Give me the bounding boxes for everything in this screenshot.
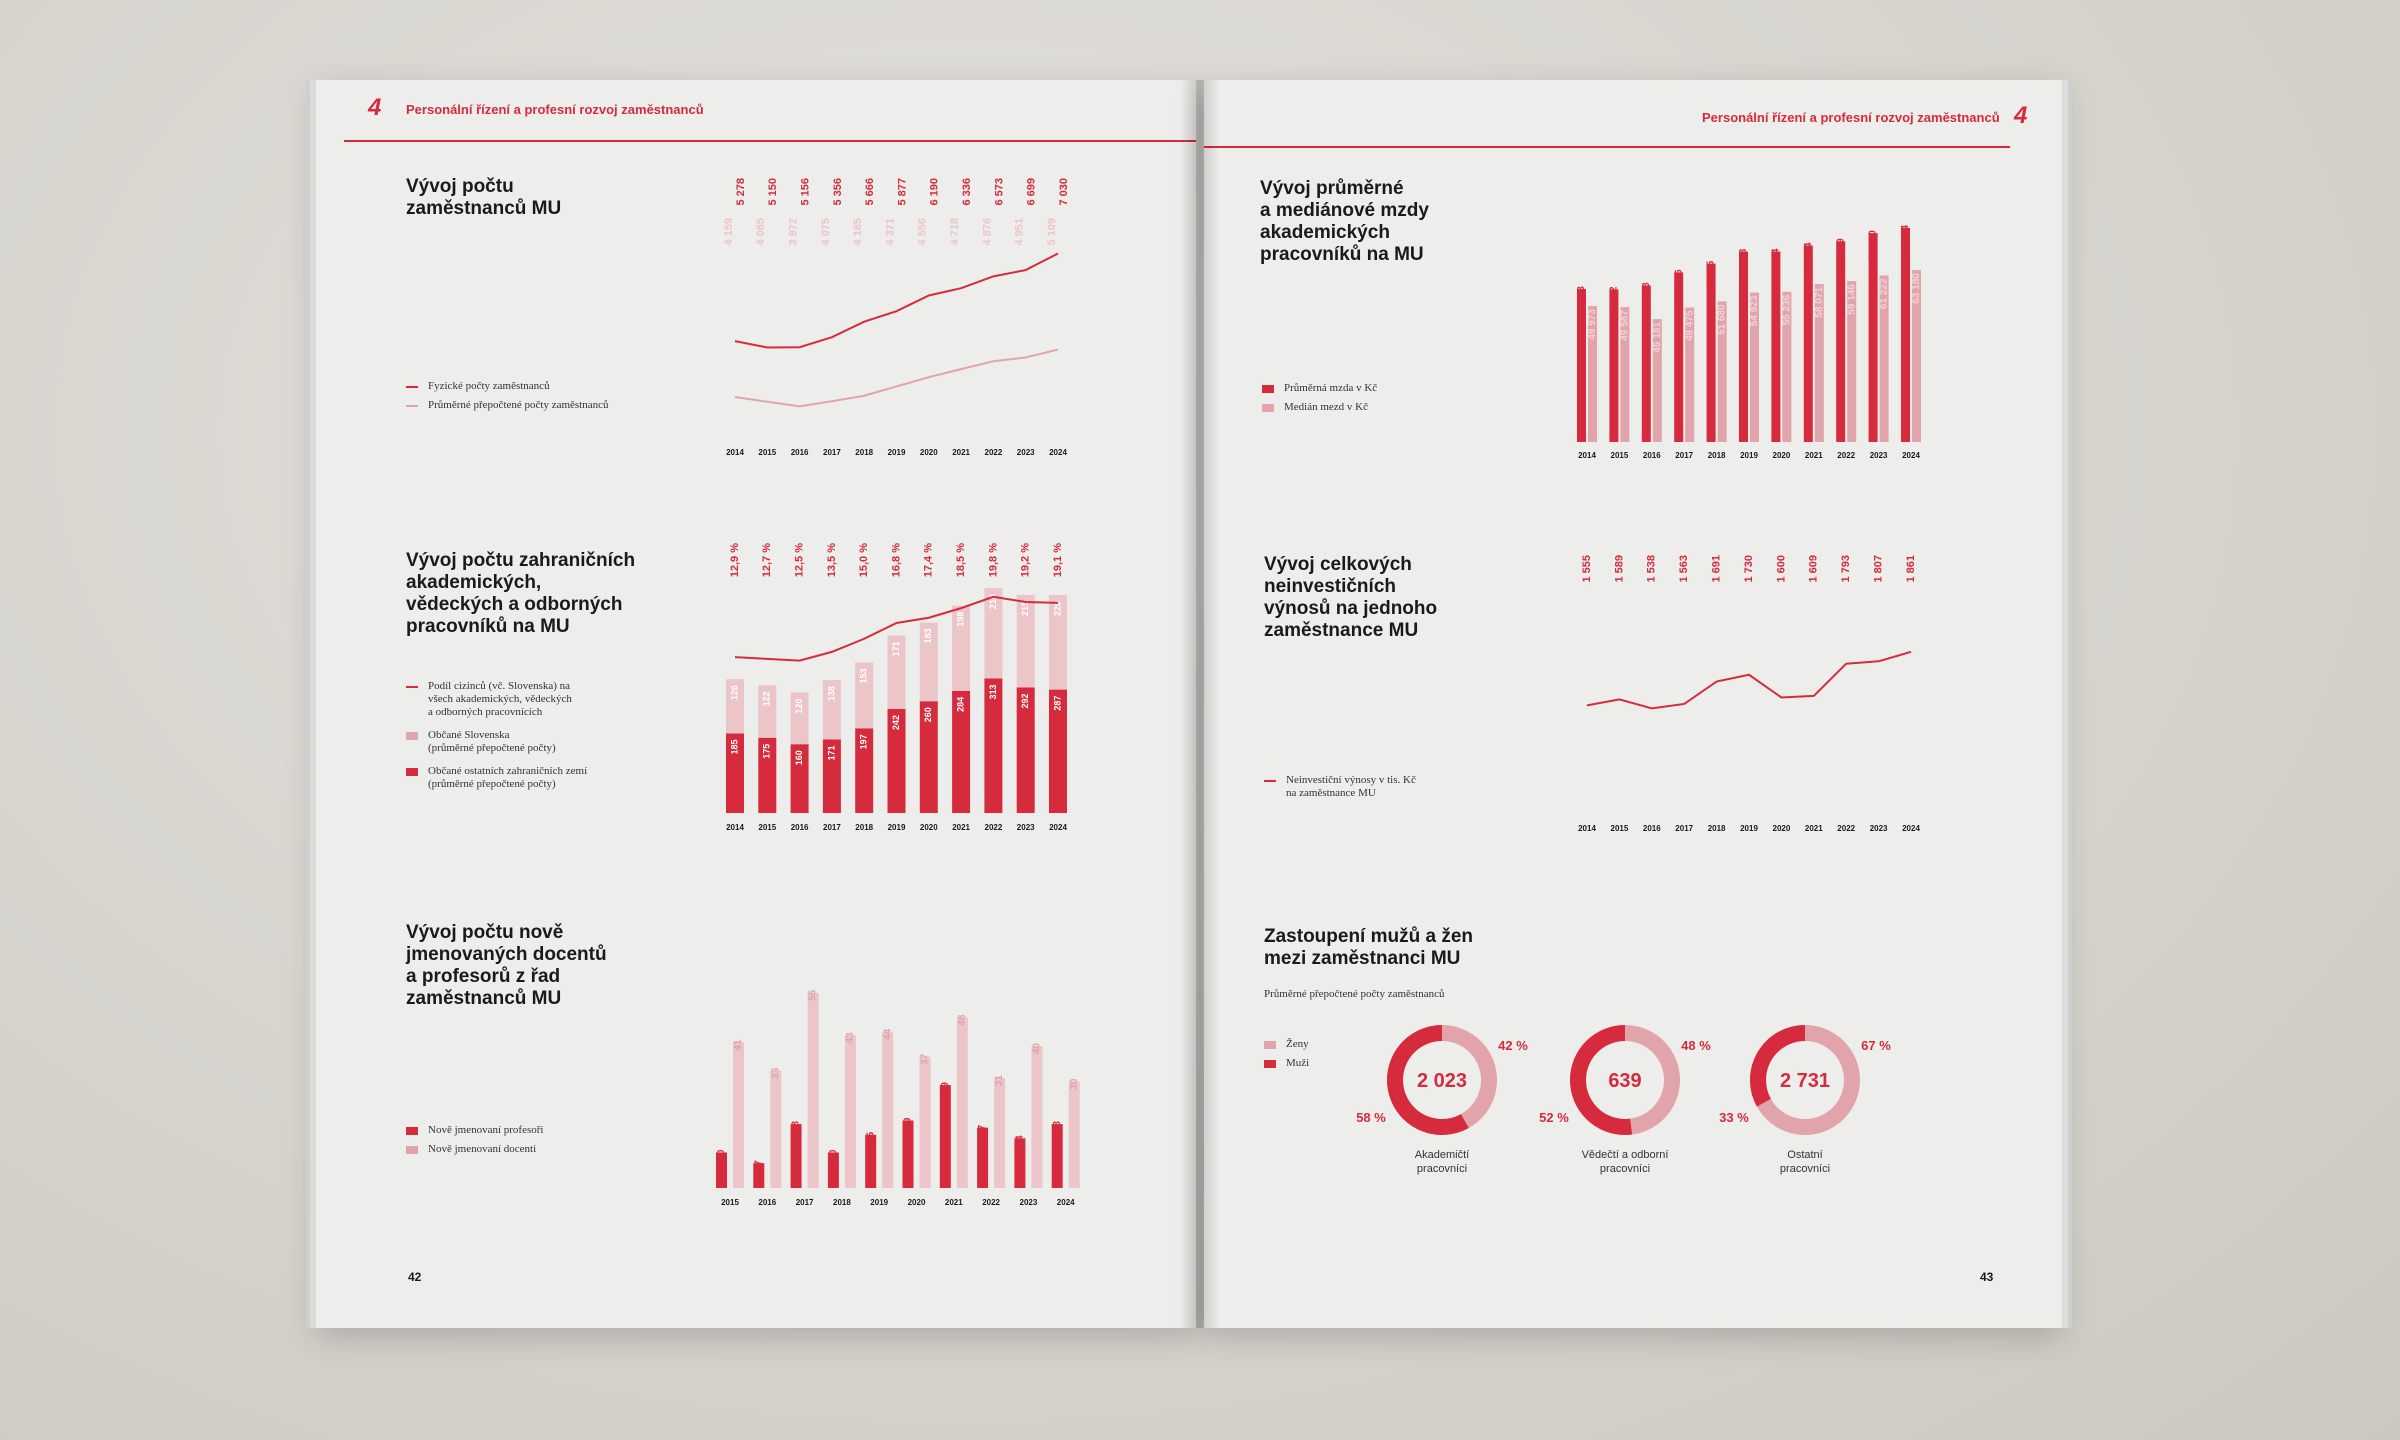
bar-value: 73 779 (1835, 238, 1847, 269)
data-label: 19,1 % (1051, 543, 1064, 578)
legend-label: Nově jmenovaní profesoři (428, 1124, 544, 1136)
bar-value: 41 (733, 1039, 745, 1051)
series-line-physical (735, 254, 1058, 348)
x-tick-label: 2017 (1675, 824, 1694, 833)
x-tick-label: 2018 (1707, 451, 1726, 460)
data-label: 4 159 (722, 218, 735, 246)
x-tick-label: 2018 (833, 1198, 851, 1207)
data-label: 1 600 (1775, 555, 1788, 583)
chart-title-gender: Zastoupení mužů a žen mezi zaměstnanci MU (1264, 926, 1474, 969)
x-tick-label: 2023 (1016, 823, 1035, 832)
bar-value: 48 (956, 1014, 968, 1026)
x-tick-label: 2017 (795, 1198, 814, 1207)
chart-foreign (725, 535, 1075, 835)
chapter-title: Personální řízení a profesní rozvoj zaměstnanců (1702, 110, 2000, 125)
bar-value: 153 (858, 668, 869, 684)
bar-value: 138 (826, 686, 837, 702)
legend-label: Občané ostatních zahraničních zemí (průměrné přepočtené počty) (428, 765, 588, 790)
bar-value: 76 780 (1867, 230, 1879, 261)
bar-value: 51 680 (1716, 304, 1728, 336)
bar-value: 284 (955, 696, 966, 712)
bar-value: 44 (882, 1028, 894, 1040)
x-tick-label: 2017 (823, 823, 841, 832)
legend-line-red (1264, 780, 1276, 782)
bar-average-salary (1869, 233, 1878, 442)
x-tick-label: 2020 (907, 1198, 926, 1207)
x-tick-label: 2024 (1902, 451, 1920, 460)
x-tick-label: 2024 (1049, 448, 1067, 457)
data-label: 1 609 (1807, 555, 1820, 583)
x-tick-label: 2019 (887, 448, 906, 457)
x-tick-label: 2021 (1804, 824, 1823, 833)
data-label: 1 807 (1872, 555, 1885, 583)
bar-value: 63 180 (1911, 273, 1923, 304)
data-label: 19,2 % (1019, 543, 1032, 578)
bar-value: 10 (716, 1149, 728, 1161)
x-tick-label: 2018 (1707, 824, 1726, 833)
bar-value: 18 (1051, 1121, 1063, 1133)
legend-item (1262, 401, 1462, 414)
data-label: 5 877 (896, 178, 909, 206)
x-tick-label: 2023 (1019, 1198, 1038, 1207)
data-label: 4 951 (1013, 218, 1026, 246)
bar-professors (1052, 1124, 1063, 1188)
bar-value: 40 (1031, 1043, 1043, 1055)
bar-value: 7 (753, 1160, 765, 1166)
data-label: 6 190 (928, 178, 941, 206)
bar-value: 31 (994, 1074, 1006, 1087)
legend-swatch-red (406, 768, 418, 776)
x-tick-label: 2022 (1837, 824, 1856, 833)
bar-professors (903, 1121, 914, 1188)
data-label: 15,0 % (858, 543, 871, 578)
x-tick-label: 2014 (726, 448, 744, 457)
legend-label: Nově jmenovaní docenti (428, 1143, 537, 1155)
bar-value: 287 (1052, 695, 1063, 711)
donut-caption: pracovníci (1416, 1163, 1468, 1175)
bar-value: 15 (865, 1131, 877, 1143)
donut-total: 2 023 (1416, 1070, 1468, 1092)
x-tick-label: 2023 (1016, 448, 1035, 457)
chapter-number: 4 (368, 94, 382, 121)
legend-label: Ženy (1286, 1038, 1309, 1050)
legend-swatch-red (406, 1127, 418, 1135)
x-tick-label: 2022 (984, 448, 1003, 457)
bar-value: 17 (977, 1124, 989, 1136)
bar-value: 185 (729, 739, 740, 755)
x-tick-label: 2016 (1642, 451, 1661, 460)
bar-docents (733, 1042, 744, 1188)
data-label: 13,5 % (825, 543, 838, 578)
legend-label: Průměrné přepočtené počty zaměstnanců (428, 399, 609, 411)
legend-item (1264, 774, 1464, 800)
data-label: 12,7 % (761, 543, 774, 578)
chapter-title: Personální řízení a profesní rozvoj zaměstnanců (406, 102, 704, 117)
bar-value: 37 (919, 1053, 931, 1065)
legend-docents (406, 1124, 666, 1162)
x-tick-label: 2019 (887, 823, 906, 832)
legend-label: Průměrná mzda v Kč (1284, 382, 1378, 394)
legend-label: Občané Slovenska (průměrné přepočtené počty) (428, 729, 556, 754)
data-label: 4 185 (852, 218, 865, 246)
bar-value: 45 181 (1651, 322, 1663, 353)
legend-gender (1264, 1038, 1384, 1076)
legend-label: Muži (1286, 1057, 1310, 1069)
bar-value: 171 (826, 745, 837, 761)
legend-label: Podíl cizinců (vč. Slovenska) na všech akademických, vědeckých a odborných pracovnících (428, 680, 572, 718)
donut-pct-women: 67 % (1861, 1038, 1891, 1053)
bar-value: 61 222 (1878, 278, 1890, 310)
series-line-revenue (1587, 652, 1911, 709)
bar-value: 126 (729, 685, 740, 701)
donut-pct-women: 42 % (1498, 1038, 1528, 1053)
data-label: 5 666 (864, 178, 877, 206)
bar-value: 10 (828, 1149, 840, 1161)
x-tick-label: 2015 (758, 448, 777, 457)
x-tick-label: 2023 (1869, 451, 1888, 460)
data-label: 1 861 (1904, 555, 1917, 583)
bar-value: 69 983 (1738, 248, 1750, 280)
data-label: 18,5 % (955, 543, 968, 578)
x-tick-label: 2021 (952, 823, 970, 832)
x-tick-label: 2016 (790, 448, 809, 457)
bar-value: 215 (1020, 600, 1031, 617)
x-tick-label: 2017 (823, 448, 841, 457)
x-tick-label: 2021 (952, 448, 970, 457)
series-line-average (735, 350, 1058, 407)
data-label: 12,5 % (793, 543, 806, 578)
legend-swatch-red (1264, 1060, 1276, 1068)
bar-value: 55 236 (1781, 294, 1793, 326)
x-tick-label: 2015 (1610, 824, 1629, 833)
legend-label: Fyzické počty zaměstnanců (428, 380, 550, 392)
data-label: 4 065 (755, 218, 768, 246)
x-tick-label: 2016 (1642, 824, 1661, 833)
bar-value: 43 (845, 1032, 857, 1044)
data-label: 4 556 (916, 218, 929, 246)
donut-caption: Ostatní (1787, 1149, 1823, 1161)
legend-swatch-pink (406, 1146, 418, 1154)
bar-value: 49 587 (1619, 310, 1631, 341)
book-gutter (1180, 80, 1220, 1328)
x-tick-label: 2021 (944, 1198, 963, 1207)
chart-title-employees: Vývoj počtu zaměstnanců MU (406, 176, 562, 219)
data-label: 7 030 (1057, 178, 1070, 206)
chart-docents (705, 930, 1085, 1220)
bar-value: 56 203 (1576, 286, 1588, 317)
legend-item (406, 1124, 666, 1137)
bar-value: 49 973 (1587, 309, 1599, 340)
data-label: 6 699 (1025, 178, 1038, 206)
x-tick-label: 2014 (1578, 824, 1596, 833)
x-tick-label: 2024 (1902, 824, 1920, 833)
data-label: 5 156 (799, 178, 812, 206)
legend-item (406, 1143, 666, 1156)
bar-average-salary (1901, 228, 1910, 442)
x-tick-label: 2020 (1772, 824, 1791, 833)
legend-line-pink (406, 405, 418, 407)
data-label: 5 278 (734, 178, 747, 206)
donut-total: 2 731 (1779, 1070, 1831, 1092)
data-label: 19,8 % (987, 543, 1000, 578)
bar-value: 197 (858, 734, 869, 750)
chart-gender (1356, 1000, 1930, 1200)
bar-value: 49 475 (1684, 310, 1696, 342)
legend-item (1264, 1057, 1384, 1070)
bar-value: 56 092 (1608, 286, 1620, 318)
legend-swatch-pink (1262, 404, 1274, 412)
legend-item (406, 380, 666, 393)
x-tick-label: 2019 (1740, 824, 1758, 833)
legend-swatch-red (1262, 385, 1274, 393)
x-tick-label: 2014 (1578, 451, 1596, 460)
chart-title-docents: Vývoj počtu nově jmenovaných docentů a profesorů z řad zaměstnanců MU (406, 922, 607, 1009)
data-label: 1 793 (1840, 555, 1853, 583)
bar-docents (882, 1032, 893, 1188)
bar-value: 59 146 (1846, 284, 1858, 315)
bar-professors (753, 1163, 764, 1188)
legend-item (1264, 1038, 1384, 1051)
bar-value: 58 071 (1813, 287, 1825, 318)
legend-employees (406, 380, 666, 418)
bar-value: 175 (761, 743, 772, 759)
bar-value: 183 (923, 628, 934, 644)
legend-label: Medián mezd v Kč (1284, 401, 1368, 413)
bar-value: 122 (761, 691, 772, 707)
bar-value: 242 (890, 714, 901, 730)
bar-value: 57 558 (1640, 282, 1652, 314)
data-label: 5 356 (831, 178, 844, 206)
x-tick-label: 2024 (1049, 823, 1067, 832)
x-tick-label: 2019 (1740, 451, 1758, 460)
chart-employees (722, 170, 1075, 470)
bar-value: 160 (793, 750, 804, 766)
x-tick-label: 2022 (984, 823, 1003, 832)
bar-docents (1069, 1082, 1080, 1189)
x-tick-label: 2016 (758, 1198, 777, 1207)
bar-docents (808, 993, 819, 1188)
bar-value: 313 (987, 684, 998, 700)
data-label: 5 109 (1045, 218, 1058, 246)
donut-pct-men: 33 % (1719, 1110, 1749, 1125)
data-label: 17,4 % (922, 543, 935, 578)
page-number: 42 (408, 1270, 422, 1284)
bar-docents (845, 1035, 856, 1188)
data-label: 12,9 % (728, 543, 741, 578)
data-label: 1 691 (1710, 555, 1723, 583)
donut-pct-women: 48 % (1681, 1038, 1711, 1053)
data-label: 4 371 (884, 218, 897, 246)
chart-title-foreign: Vývoj počtu zahraničních akademických, vědeckých a odborných pracovníků na MU (406, 550, 636, 637)
bar-average-salary (1804, 245, 1813, 442)
donut-pct-men: 52 % (1539, 1110, 1569, 1125)
legend-item (1262, 382, 1462, 395)
x-tick-label: 2020 (919, 448, 938, 457)
x-tick-label: 2020 (919, 823, 938, 832)
donut-pct-men: 58 % (1356, 1110, 1386, 1125)
page-number: 43 (1980, 1270, 1994, 1284)
data-label: 6 336 (961, 178, 974, 206)
legend-swatch-pink (406, 732, 418, 740)
x-tick-label: 2024 (1056, 1198, 1075, 1207)
bar-value: 72 264 (1802, 242, 1814, 274)
x-tick-label: 2017 (1675, 451, 1694, 460)
bar-value: 70 004 (1770, 248, 1782, 280)
x-tick-label: 2020 (1772, 451, 1791, 460)
bar-value: 198 (955, 611, 966, 627)
bar-value: 78 704 (1900, 224, 1912, 256)
donut-caption: pracovníci (1599, 1163, 1651, 1175)
legend-revenue (1264, 774, 1464, 806)
bar-value: 62 356 (1673, 269, 1685, 300)
bar-value: 220 (1052, 600, 1063, 617)
x-tick-label: 2022 (982, 1198, 1000, 1207)
bar-docents (770, 1071, 781, 1188)
data-label: 1 730 (1742, 555, 1755, 583)
bar-value: 292 (1020, 693, 1031, 709)
bar-value: 55 (807, 989, 819, 1001)
bar-docents (957, 1018, 968, 1188)
x-tick-label: 2023 (1869, 824, 1888, 833)
bar-professors (791, 1124, 802, 1188)
chart-title-salary: Vývoj průměrné a mediánové mzdy akademických pracovníků na MU (1260, 178, 1429, 265)
legend-item (406, 680, 666, 719)
legend-foreign (406, 680, 666, 797)
x-tick-label: 2019 (870, 1198, 889, 1207)
legend-salary (1262, 382, 1462, 420)
data-label: 1 563 (1678, 555, 1691, 583)
legend-item (406, 729, 666, 755)
bar-value: 19 (902, 1117, 914, 1129)
x-tick-label: 2015 (758, 823, 777, 832)
x-tick-label: 2018 (855, 448, 874, 457)
bar-value: 120 (793, 698, 804, 714)
legend-item (406, 399, 666, 412)
chart-subtitle-gender: Průměrné přepočtené počty zaměstnanců (1264, 988, 1445, 1000)
data-label: 4 075 (819, 218, 832, 246)
data-label: 5 150 (767, 178, 780, 206)
bar-average-salary (1836, 241, 1845, 442)
bar-value: 14 (1014, 1135, 1026, 1147)
bar-docents (1031, 1046, 1042, 1188)
data-label: 1 538 (1645, 555, 1658, 583)
donut-total: 639 (1608, 1070, 1642, 1092)
chart-salary (1570, 170, 1930, 470)
chapter-number: 4 (2014, 102, 2028, 129)
bar-value: 210 (987, 594, 998, 610)
data-label: 4 718 (949, 218, 962, 246)
bar-docents (994, 1078, 1005, 1188)
legend-swatch-pink (1264, 1041, 1276, 1049)
data-label: 4 876 (981, 218, 994, 246)
x-tick-label: 2022 (1837, 451, 1856, 460)
chart-title-revenue: Vývoj celkových neinvestičních výnosů na jednoho zaměstnance MU (1264, 554, 1438, 641)
x-tick-label: 2021 (1804, 451, 1823, 460)
bar-professors (940, 1085, 951, 1188)
bar-value: 65 575 (1705, 260, 1717, 292)
x-tick-label: 2015 (721, 1198, 739, 1207)
donut-caption: pracovníci (1779, 1163, 1831, 1175)
legend-item (406, 765, 666, 791)
x-tick-label: 2015 (1610, 451, 1629, 460)
x-tick-label: 2018 (855, 823, 874, 832)
x-tick-label: 2016 (790, 823, 809, 832)
donut-caption: Akademičtí (1414, 1149, 1470, 1161)
bar-value: 54 923 (1749, 295, 1761, 327)
legend-line-red (406, 686, 418, 688)
header-rule (1204, 146, 2010, 148)
x-tick-label: 2014 (726, 823, 744, 832)
data-label: 1 555 (1580, 555, 1593, 583)
bar-value: 33 (770, 1067, 782, 1079)
bar-docents (920, 1057, 931, 1188)
bar-value: 30 (1068, 1078, 1080, 1090)
bar-value: 260 (923, 707, 934, 723)
data-label: 6 573 (993, 178, 1006, 206)
donut-caption: Vědečtí a odborní (1581, 1149, 1669, 1161)
bar-value: 29 (939, 1082, 951, 1094)
chart-revenue (1570, 545, 1930, 845)
bar-value: 18 (790, 1121, 802, 1133)
data-label: 1 589 (1613, 555, 1626, 583)
header-rule (344, 140, 1196, 142)
bar-value: 171 (890, 641, 901, 657)
data-label: 3 972 (787, 218, 800, 246)
legend-line-red (406, 386, 418, 388)
legend-label: Neinvestiční výnosy v tis. Kč na zaměstnance MU (1286, 774, 1416, 799)
data-label: 16,8 % (890, 543, 903, 578)
